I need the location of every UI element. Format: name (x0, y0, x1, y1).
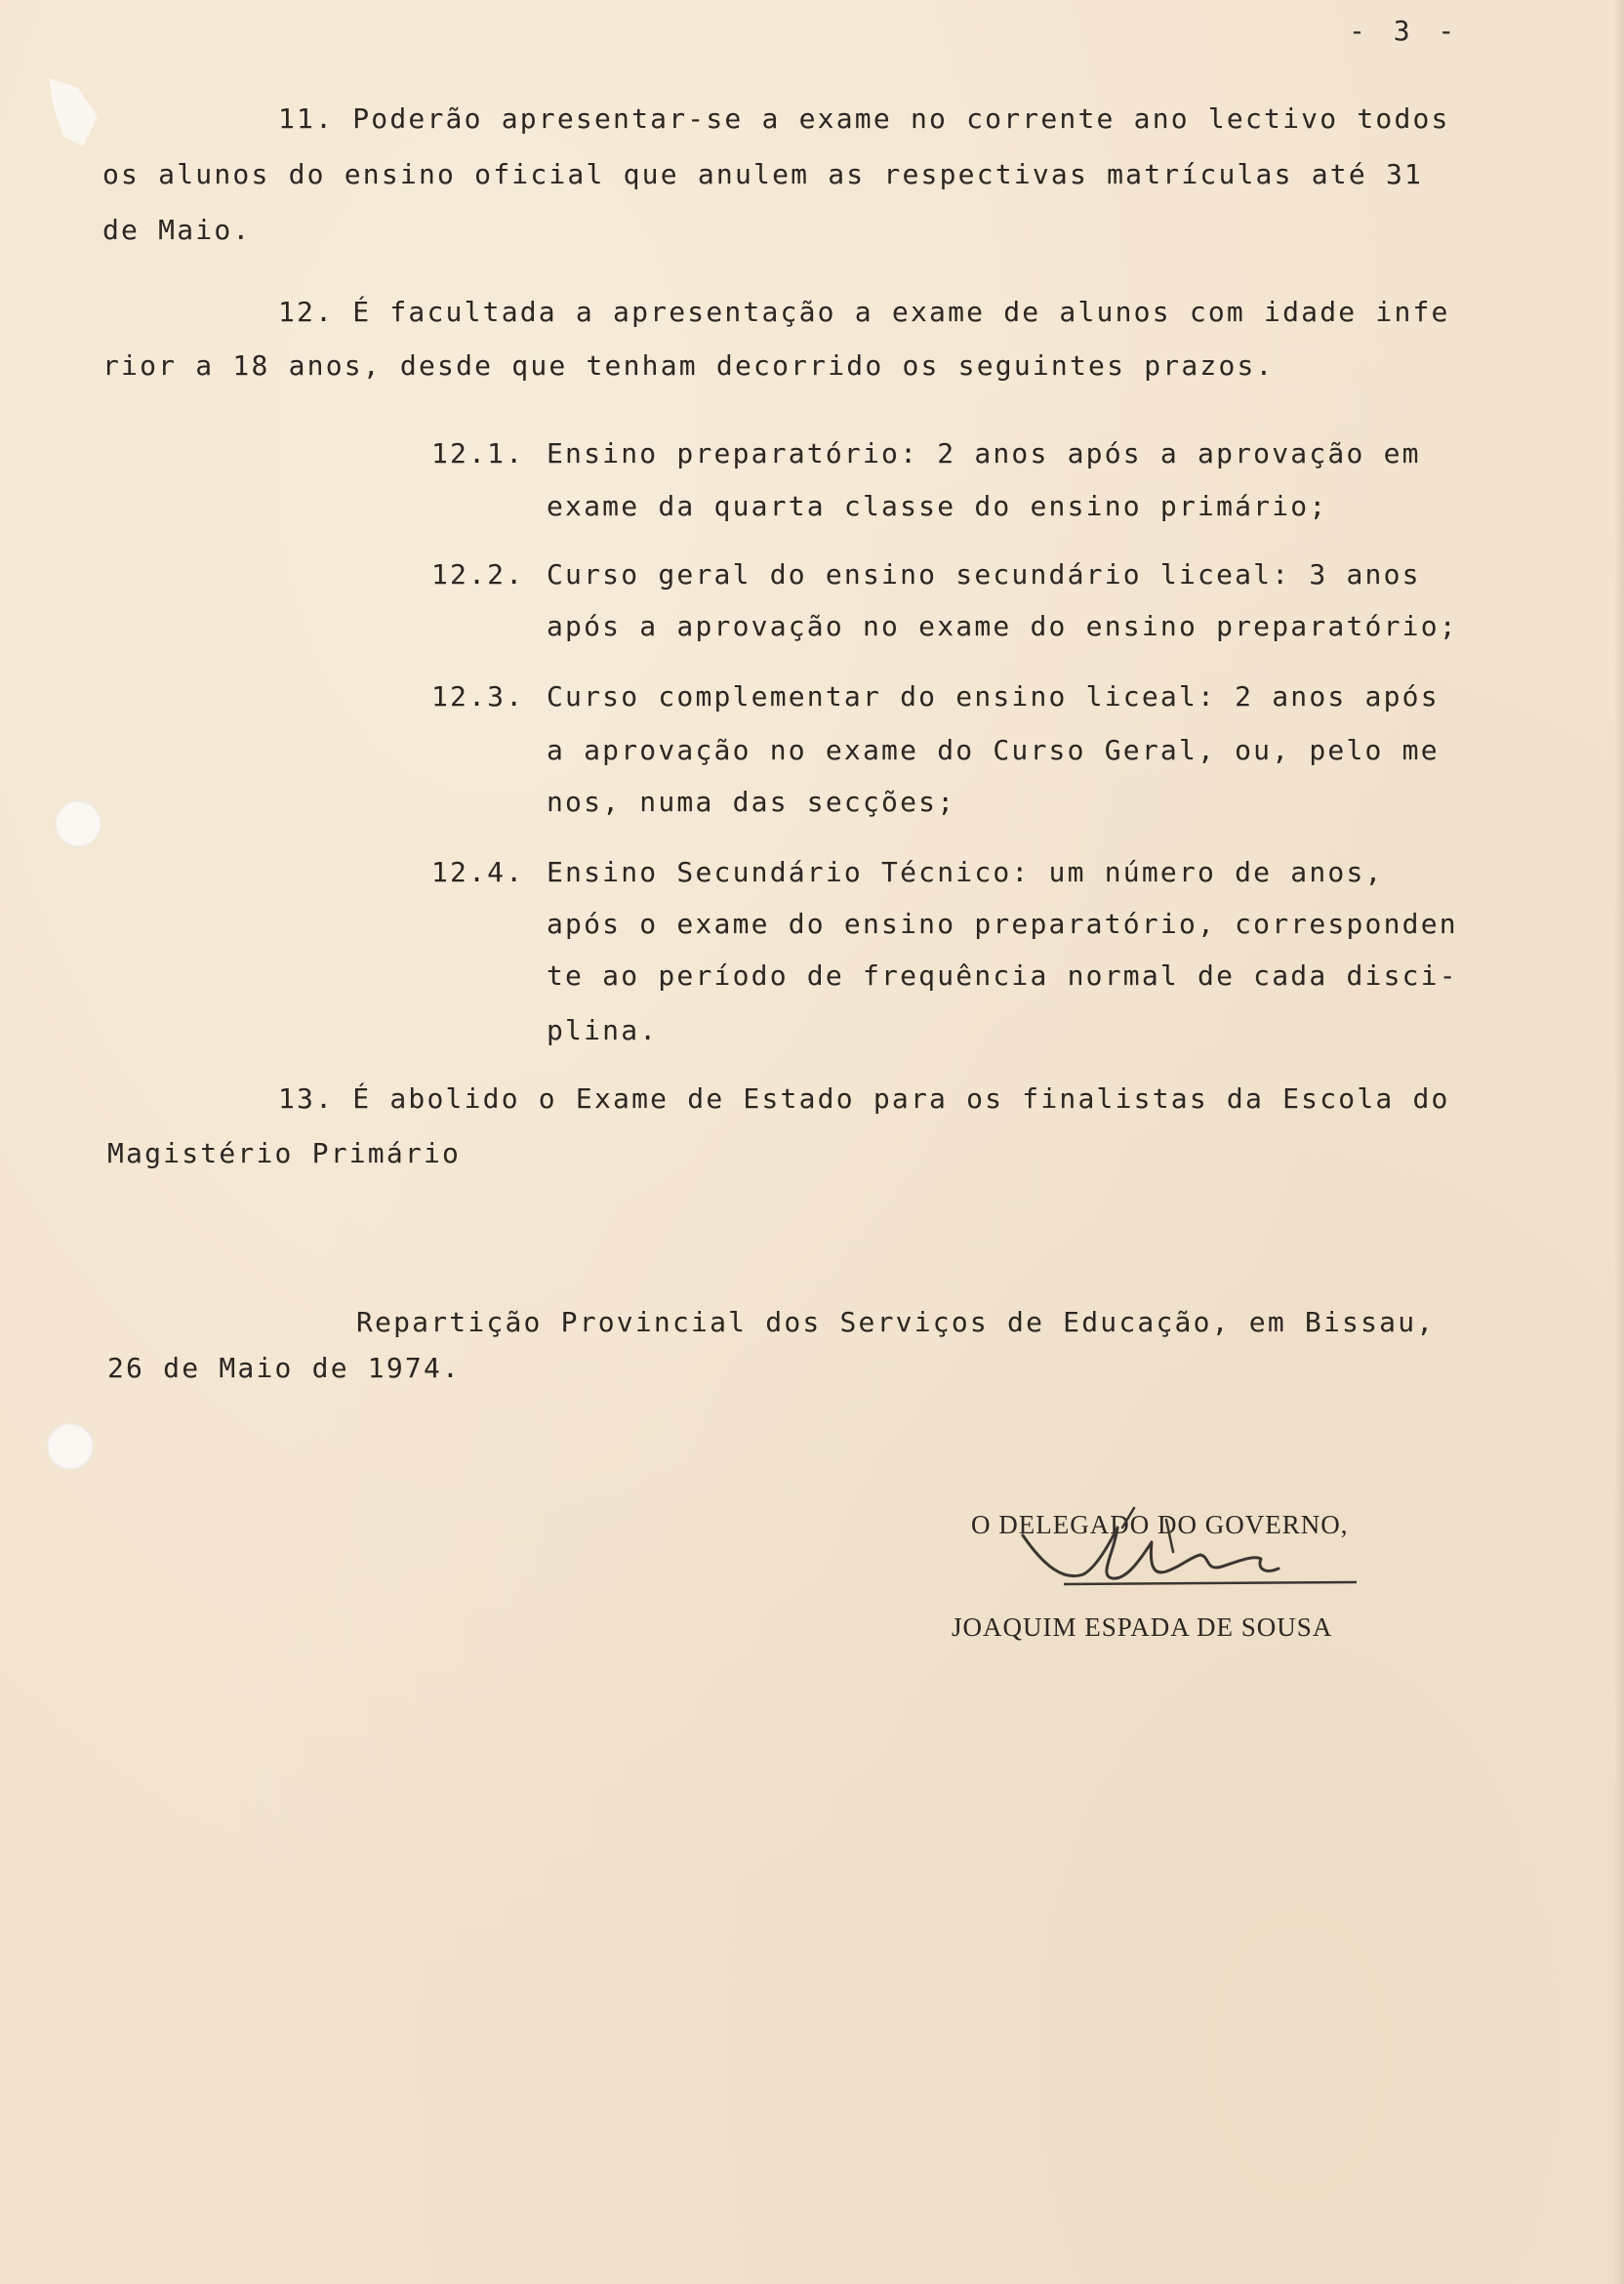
subitem-12-4-line-1: Ensino Secundário Técnico: um número de anos, (547, 856, 1384, 888)
subitem-12-1-line-2: exame da quarta classe do ensino primário; (547, 490, 1328, 522)
punch-hole-bottom (47, 1423, 94, 1470)
torn-corner-mark (39, 78, 107, 156)
signatory-name: JOAQUIM ESPADA DE SOUSA (952, 1612, 1333, 1642)
subitem-12-4-line-2: após o exame do ensino preparatório, corresponden (547, 908, 1458, 940)
signatory-title: O DELEGADO DO GOVERNO, (971, 1510, 1349, 1539)
subitem-12-3-line-3: nos, numa das secções; (547, 786, 956, 818)
item-11-line-2: os alunos do ensino oficial que anulem as respectivas matrículas até 31 (102, 158, 1424, 190)
item-12-line-2: rior a 18 anos, desde que tenham decorrido os seguintes prazos. (102, 349, 1275, 382)
item-11-line-1: 11. Poderão apresentar-se a exame no corrente ano lectivo todos (278, 102, 1450, 135)
subitem-12-2-line-1: Curso geral do ensino secundário liceal: 3 anos (547, 558, 1421, 591)
subitem-12-1-line-1: Ensino preparatório: 2 anos após a aprovação em (547, 437, 1421, 469)
item-11-line-3: de Maio. (102, 214, 252, 246)
closing-line-2: 26 de Maio de 1974. (107, 1352, 462, 1384)
subitem-12-4-number: 12.4. (431, 856, 525, 888)
item-12-line-1: 12. É facultada a apresentação a exame de alunos com idade infe (278, 296, 1450, 328)
page-edge-shadow (1614, 0, 1624, 2284)
closing-line-1: Repartição Provincial dos Serviços de Educação, em Bissau, (356, 1306, 1436, 1338)
subitem-12-2-line-2: após a aprovação no exame do ensino preparatório; (547, 610, 1458, 642)
handwritten-signature (1005, 1498, 1357, 1615)
subitem-12-3-line-1: Curso complementar do ensino liceal: 2 anos após (547, 680, 1440, 713)
item-13-line-1: 13. É abolido o Exame de Estado para os finalistas da Escola do (278, 1082, 1450, 1115)
subitem-12-1-number: 12.1. (431, 437, 525, 469)
subitem-12-3-number: 12.3. (431, 680, 525, 713)
subitem-12-4-line-4: plina. (547, 1014, 659, 1046)
page-number: - 3 - (1349, 15, 1461, 47)
subitem-12-4-line-3: te ao período de frequência normal de cada disci- (547, 959, 1458, 992)
item-13-line-2: Magistério Primário (107, 1137, 462, 1169)
subitem-12-3-line-2: a aprovação no exame do Curso Geral, ou, pelo me (547, 734, 1440, 766)
punch-hole-top (55, 800, 102, 847)
subitem-12-2-number: 12.2. (431, 558, 525, 591)
